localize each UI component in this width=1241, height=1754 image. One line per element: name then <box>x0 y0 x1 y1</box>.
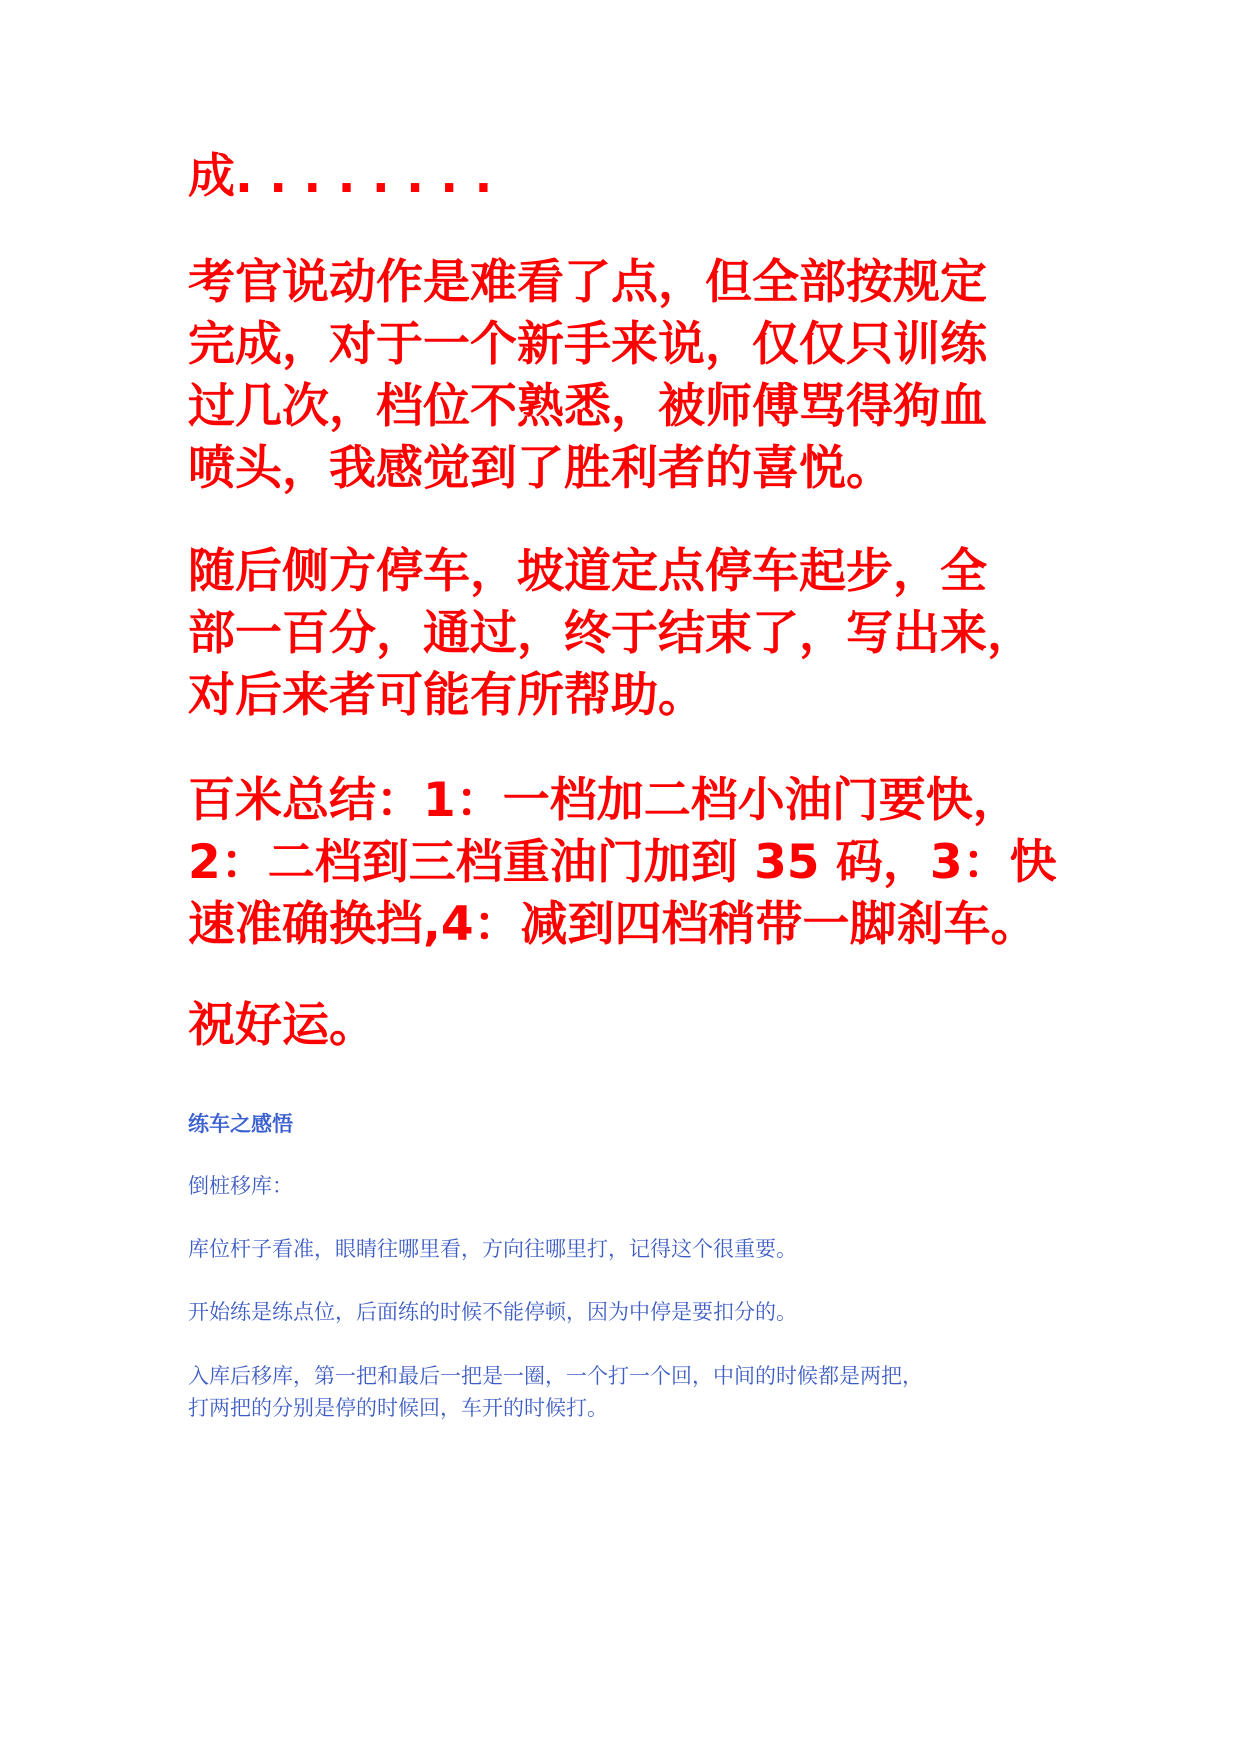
section-heading: 练车之感悟 <box>188 1112 293 1136</box>
text-line: 完成，对于一个新手来说，仅仅只训练 <box>188 317 987 372</box>
text-line: 祝好运。 <box>188 998 376 1053</box>
text-line: 考官说动作是难看了点，但全部按规定 <box>188 255 987 310</box>
blue-paragraph-3 <box>188 1360 1068 1424</box>
blue-paragraph-1 <box>188 1233 1068 1265</box>
text-line: 打两把的分别是停的时候回，车开的时候打。 <box>188 1396 608 1420</box>
text-line: 对后来者可能有所帮助。 <box>188 668 705 723</box>
text-line: 2：二档到三档重油门加到 35 码，3：快 <box>188 835 1057 890</box>
red-paragraph-3 <box>188 541 1068 727</box>
text-line: 入库后移库，第一把和最后一把是一圈，一个打一个回，中间的时候都是两把， <box>188 1364 923 1388</box>
text-line: 开始练是练点位，后面练的时候不能停顿，因为中停是要扣分的。 <box>188 1300 797 1324</box>
text-line: 喷头，我感觉到了胜利者的喜悦。 <box>188 441 893 496</box>
text-line: 库位杆子看准，眼睛往哪里看，方向往哪里打，记得这个很重要。 <box>188 1237 797 1261</box>
text-line: 百米总结：1：一档加二档小油门要快， <box>188 773 1020 828</box>
blue-paragraph-2 <box>188 1296 1068 1328</box>
red-paragraph-2 <box>188 252 1068 500</box>
text-line: 部一百分，通过，终于结束了，写出来， <box>188 606 1034 661</box>
red-paragraph-5 <box>188 995 1068 1057</box>
red-paragraph-1 <box>188 146 1068 208</box>
text-line: 随后侧方停车，坡道定点停车起步，全 <box>188 544 987 599</box>
section-subheading: 倒桩移库： <box>188 1174 293 1198</box>
text-line: 过几次，档位不熟悉，被师傅骂得狗血 <box>188 379 987 434</box>
text-line: 成. . . . . . . . <box>188 149 493 204</box>
red-paragraph-4 <box>188 770 1068 956</box>
text-line: 速准确换挡,4：减到四档稍带一脚刹车。 <box>188 897 1038 952</box>
